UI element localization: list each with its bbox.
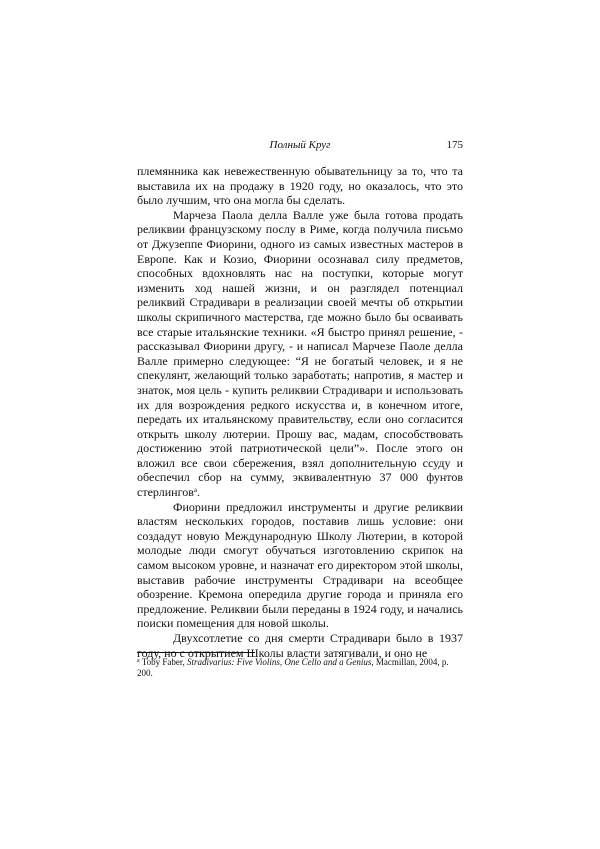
footnote-book-title: Stradivarius: Five Violins, One Cello and a Genius — [187, 657, 372, 667]
page-number: 175 — [446, 139, 463, 151]
footnote-author: Toby Faber, — [141, 657, 188, 667]
paragraph-2-text: Марчеза Паола делла Валле уже была готова продать реликвии французскому послу в Риме, когда получила письмо от Джузеппе Фиорини, одного из самых известных мастеров в Европе. Как и Козио, Фиорини осознавал силу предметов, способных вдохновлять нас на поступки, которые могут изменить ход нашей жизни, и он разглядел потенциал реликвий Страдивари в реализации своей мечты об открытии школы скрипичного мастерства, где можно было бы осваивать все старые итальянские техники. «Я быстро принял решение, - рассказывал Фиорини другу, - и написал Марчезе Паоле делла Валле примерно следующее: “Я не богатый человек, и я не спекулянт, желающий только заработать; напротив, я мастер и знаток, моя цель - купить реликвии Страдивари и использовать их для возрождения редкого искусства и, в конечном итоге, передать их итальянскому правительству, если оно согласится открыть школу лютерии. Прошу вас, мадам, способствовать достижению этой патриотической цели”». После этого он вложил все свои сбережения, взял дополнительную ссуду и обеспечил сбор на сумму, эквивалентную 37 000 фунтов стерлингов — [137, 207, 463, 500]
running-title: Полный Круг — [269, 139, 331, 151]
footnote-reference: a — [193, 486, 197, 495]
footnote-mark: a — [137, 658, 140, 664]
body-text — [137, 164, 463, 660]
paragraph-1: племянника как невежественную обывательницу за то, что та выставила их на продажу в 1920 году, но оказалось, что это было лучшим, что она могла бы сделать. — [137, 164, 463, 208]
footnote-publication: , Macmillan, 2004, p. 200. — [137, 657, 449, 678]
footnote — [137, 657, 463, 679]
paragraph-2 — [137, 208, 463, 500]
running-head — [137, 139, 463, 155]
paragraph-3: Фиорини предложил инструменты и другие реликвии властям нескольких городов, поставив лишь условие: они создадут новую Международную Школу Лютерии, в которой молодые люди смогут обучаться изготовлению скрипок на самом высоком уровне, и назначат его директором этой школы, выставив рабочие инструменты Страдивари на всеобщее обозрение. Кремона опередила другие города и приняла его предложение. Реликвии были переданы в 1924 году, и начались поиски помещения для новой школы. — [137, 499, 463, 631]
footnote-rule — [137, 652, 255, 653]
paragraph-2-end: . — [196, 485, 200, 500]
paragraph-4: Двухсотлетие со дня смерти Страдивари было в 1937 году, но с открытием Школы власти затягивали, и оно не — [137, 631, 463, 660]
